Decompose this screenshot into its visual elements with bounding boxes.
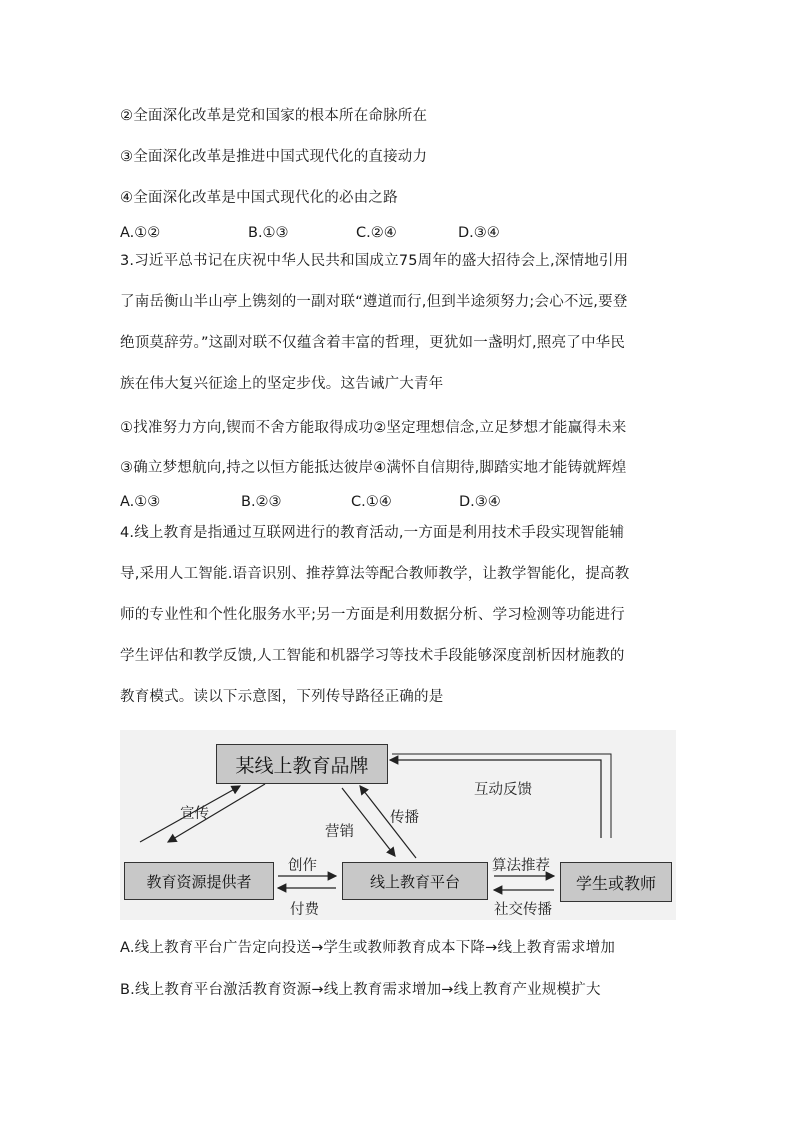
option-c[interactable]: C.①④ (351, 494, 392, 510)
statement-3: ③全面深化改革是推进中国式现代化的直接动力 (120, 149, 428, 165)
label-social: 社交传播 (494, 902, 552, 918)
option-a[interactable]: A.①② (120, 225, 161, 241)
option-c[interactable]: C.②④ (356, 225, 397, 241)
answer-a[interactable]: A.线上教育平台广告定向投送→学生或教师教育成本下降→线上教育需求增加 (120, 940, 616, 956)
q3-line-1: 3.习近平总书记在庆祝中华人民共和国成立75周年的盛大招待会上,深情地引用 (120, 253, 629, 269)
q3-line-4: 族在伟大复兴征途上的坚定步伐。这告诫广大青年 (120, 376, 444, 392)
user-box (560, 862, 672, 902)
label-marketing: 营销 (325, 824, 354, 840)
answer-b[interactable]: B.线上教育平台激活教育资源→线上教育需求增加→线上教育产业规模扩大 (120, 982, 601, 998)
brand-box (216, 744, 388, 784)
label-spread: 传播 (390, 810, 419, 826)
label-pay: 付费 (290, 902, 319, 918)
option-d[interactable]: D.③④ (459, 494, 501, 510)
q4-line-4: 学生评估和教学反馈,人工智能和机器学习等技术手段能够深度剖析因材施教的 (120, 648, 625, 664)
q4-line-1: 4.线上教育是指通过互联网进行的教育活动,一方面是利用技术手段实现智能辅 (120, 525, 625, 541)
platform-label: 线上教育平台 (369, 872, 460, 891)
flow-diagram (120, 730, 676, 920)
q3-line-2: 了南岳衡山半山亭上镌刻的一副对联“遵道而行,但到半途须努力;会心不远,要登 (120, 294, 628, 310)
label-create: 创作 (288, 858, 317, 874)
q4-line-3: 师的专业性和个性化服务水平;另一方面是利用数据分析、学习检测等功能进行 (120, 607, 625, 623)
platform-box (342, 862, 488, 900)
q3-statement-2: ③确立梦想航向,持之以恒方能抵达彼岸④满怀自信期待,脚踏实地才能铸就辉煌 (120, 460, 627, 476)
brand-label: 某线上教育品牌 (235, 754, 369, 777)
statement-2: ②全面深化改革是党和国家的根本所在命脉所在 (120, 108, 428, 124)
option-b[interactable]: B.②③ (241, 494, 282, 510)
user-label: 学生或教师 (575, 873, 656, 893)
provider-box (124, 862, 274, 900)
option-b[interactable]: B.①③ (248, 225, 289, 241)
option-d[interactable]: D.③④ (458, 225, 500, 241)
q4-line-2: 导,采用人工智能.语音识别、推荐算法等配合教师教学，让教学智能化，提高教 (120, 566, 630, 582)
label-feedback: 互动反馈 (474, 782, 532, 798)
option-a[interactable]: A.①③ (120, 494, 161, 510)
q3-line-3: 绝顶莫辞劳。”这副对联不仅蕴含着丰富的哲理，更犹如一盏明灯,照亮了中华民 (120, 335, 626, 351)
provider-label: 教育资源提供者 (146, 872, 252, 891)
q4-line-5: 教育模式。读以下示意图，下列传导路径正确的是 (120, 689, 444, 705)
statement-4: ④全面深化改革是中国式现代化的必由之路 (120, 190, 398, 206)
label-algo: 算法推荐 (492, 858, 550, 874)
label-promote: 宣传 (180, 806, 209, 822)
q3-statement-1: ①找准努力方向,锲而不舍方能取得成功②坚定理想信念,立足梦想才能赢得未来 (120, 420, 627, 436)
